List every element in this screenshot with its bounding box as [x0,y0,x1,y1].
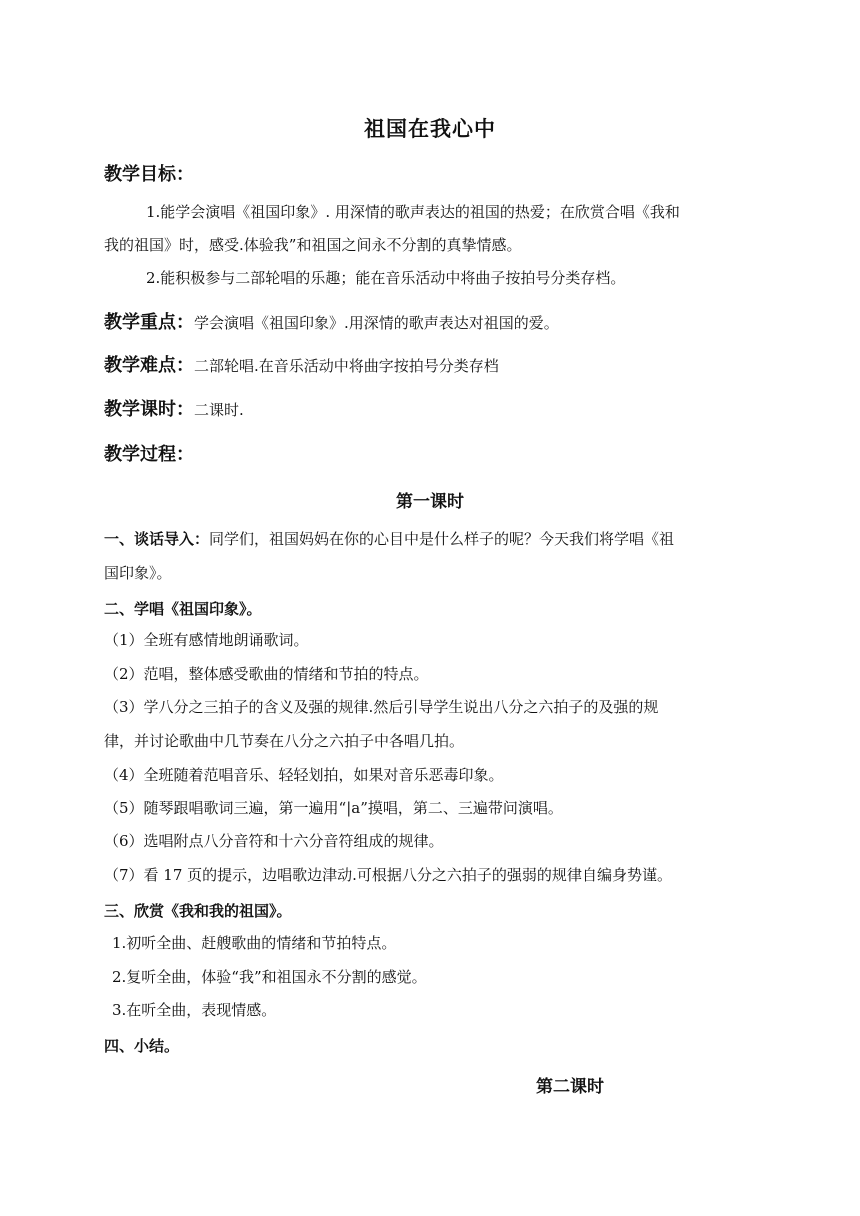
section-2-heading: 二、学唱《祖国印象》。 [104,600,262,618]
key-points-label: 教学重点： [104,312,194,333]
appreciation-1: 1.初听全曲、赶艘歌曲的情绪和节拍特点。 [112,934,397,952]
section-3-heading: 三、欣赏《我和我的祖国》。 [104,902,292,920]
step-5: （5）随琴跟唱歌词三遍，第一遍用“|a”摸唱，第二、三遍带问演唱。 [104,799,563,817]
process-heading: 教学过程： [104,444,194,465]
step-6: （6）选唱附点八分音符和十六分音符组成的规律。 [104,832,444,850]
section-1-line-1 [104,528,674,549]
section-4-heading: 四、小结。 [104,1037,180,1055]
objective-1-line-2: 我的祖国》时，感受.体验我”和祖国之间永不分割的真挚情感。 [104,236,522,254]
objective-1-line-1: 1.能学会演唱《祖国印象》. 用深情的歌声表达的祖国的热爱；在欣赏合唱《我和 [146,203,680,221]
difficulties-text: 二部轮唱.在音乐活动中将曲字按拍号分类存档 [194,357,499,375]
step-7: （7）看 17 页的提示，边唱歌边津动.可根据八分之六拍子的强弱的规律自编身势谨。 [104,866,672,884]
lesson-2-heading: 第二课时 [536,1077,604,1097]
objectives-heading: 教学目标： [104,164,194,185]
hours-text: 二课时. [194,401,244,419]
section-1-line-2: 国印象》。 [104,564,172,582]
appreciation-3: 3.在听全曲，表现情感。 [112,1001,277,1019]
hours-label: 教学课时： [104,399,194,420]
difficulties-row [104,351,499,377]
appreciation-2: 2.复听全曲，体验“我”和祖国永不分割的感觉。 [112,968,427,986]
step-2: （2）范唱，整体感受歌曲的情绪和节拍的特点。 [104,665,429,683]
key-points-text: 学会演唱《祖国印象》.用深情的歌声表达对祖国的爱。 [194,314,559,332]
hours-row [104,395,244,421]
lesson-1-heading: 第一课时 [396,492,464,512]
objective-2: 2.能积极参与二部轮唱的乐趣；能在音乐活动中将曲子按拍号分类存档。 [146,269,626,287]
step-4: （4）全班随着范唱音乐、轻轻划拍，如果对音乐恶毒印象。 [104,766,504,784]
step-3-line-1: （3）学八分之三拍子的含义及强的规律.然后引导学生说出八分之六拍子的及强的规 [104,698,659,716]
step-1: （1）全班有感情地朗诵歌词。 [104,631,309,649]
section-1-text: 同学们，祖国妈妈在你的心目中是什么样子的呢？今天我们将学唱《祖 [209,530,675,548]
difficulties-label: 教学难点： [104,355,194,376]
key-points-row [104,308,559,334]
step-3-line-2: 律，并讨论歌曲中几节奏在八分之六拍子中各唱几拍。 [104,732,465,750]
document-title: 祖国在我心中 [364,116,496,141]
section-1-label: 一、谈话导入： [104,530,210,548]
